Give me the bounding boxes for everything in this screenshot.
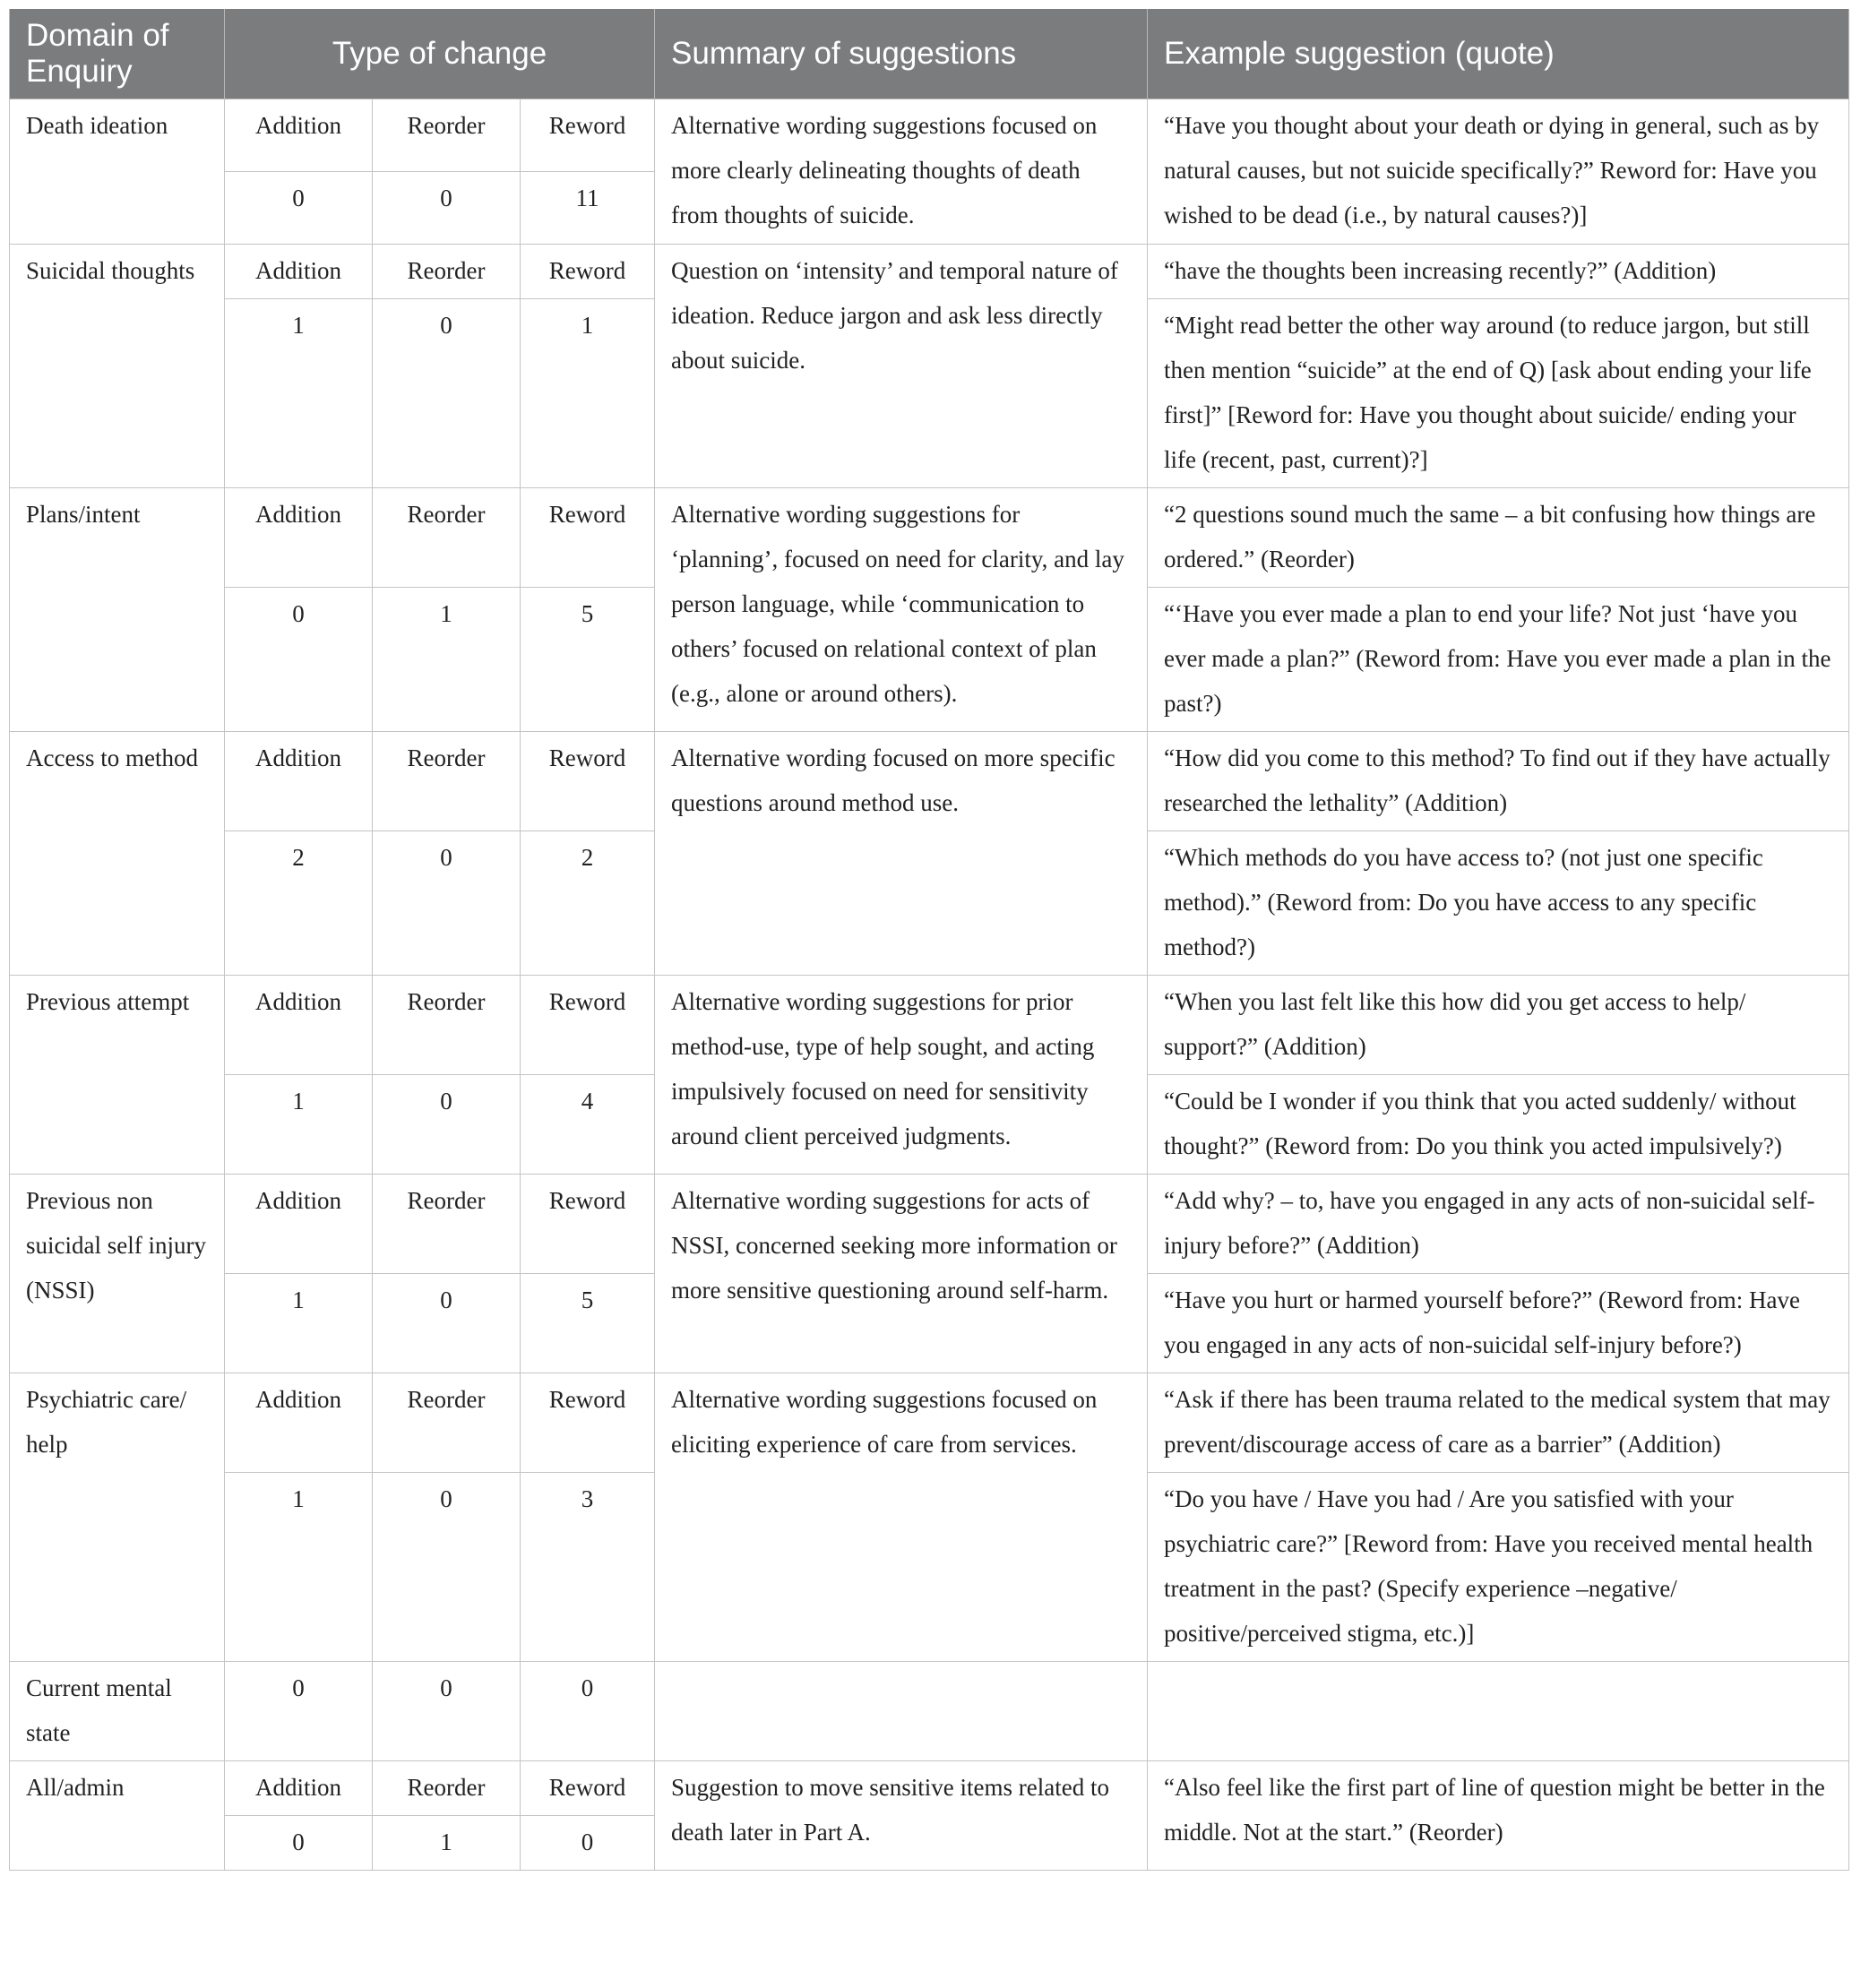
header-domain: Domain of Enquiry — [10, 9, 225, 99]
table-row — [10, 1662, 1849, 1761]
reword-count: 0 — [521, 1662, 655, 1761]
summary-cell — [655, 1662, 1148, 1761]
example-cell: “When you last felt like this how did you get access to help/ support?” (Addition) — [1148, 976, 1849, 1075]
summary-cell: Alternative wording focused on more specific questions around method use. — [655, 732, 1148, 976]
reword-count: 1 — [521, 299, 655, 488]
reword-label: Reword — [521, 245, 655, 299]
example-cell: “have the thoughts been increasing recently?” (Addition) — [1148, 245, 1849, 299]
table-row — [10, 99, 1849, 172]
addition-count: 1 — [225, 1473, 373, 1662]
summary-cell: Alternative wording suggestions for ‘planning’, focused on need for clarity, and lay person language, while ‘communication to others’ focused on relational context of plan (e.g., alone or around others). — [655, 488, 1148, 732]
suggestions-table — [9, 9, 1849, 1871]
table-row — [10, 1761, 1849, 1816]
reword-label: Reword — [521, 99, 655, 172]
reorder-count: 0 — [373, 172, 521, 245]
reorder-label: Reorder — [373, 245, 521, 299]
summary-cell: Alternative wording suggestions for acts of NSSI, concerned seeking more information or more sensitive questioning around self-harm. — [655, 1175, 1148, 1373]
table-header-row — [10, 9, 1849, 99]
example-cell: “2 questions sound much the same – a bit confusing how things are ordered.” (Reorder) — [1148, 488, 1849, 588]
domain-cell: Previous attempt — [10, 976, 225, 1175]
reword-count: 5 — [521, 1274, 655, 1373]
example-cell — [1148, 1662, 1849, 1761]
addition-count: 0 — [225, 172, 373, 245]
reword-count: 0 — [521, 1816, 655, 1871]
reorder-count: 0 — [373, 831, 521, 976]
header-example: Example suggestion (quote) — [1148, 9, 1849, 99]
addition-count: 0 — [225, 588, 373, 732]
reorder-count: 1 — [373, 1816, 521, 1871]
example-cell: “Might read better the other way around (to reduce jargon, but still then mention “suicide” at the end of Q) [ask about ending your life first]” [Reword for: Have you thought about suicide/ ending your life (recent, past, current)?] — [1148, 299, 1849, 488]
addition-label: Addition — [225, 488, 373, 588]
addition-label: Addition — [225, 1175, 373, 1274]
summary-cell: Alternative wording suggestions for prior method-use, type of help sought, and acting impulsively focused on need for sensitivity around client perceived judgments. — [655, 976, 1148, 1175]
example-cell: “Do you have / Have you had / Are you satisfied with your psychiatric care?” [Reword from: Have you received mental health treatment in the past? (Specify experience –negative/ positive/perceived stigma, etc.)] — [1148, 1473, 1849, 1662]
reorder-label: Reorder — [373, 732, 521, 831]
example-cell: “‘Have you ever made a plan to end your life? Not just ‘have you ever made a plan?” (Reword from: Have you ever made a plan in the past?) — [1148, 588, 1849, 732]
reorder-label: Reorder — [373, 976, 521, 1075]
reword-count: 4 — [521, 1075, 655, 1175]
reword-count: 2 — [521, 831, 655, 976]
addition-count: 0 — [225, 1662, 373, 1761]
addition-count: 1 — [225, 1274, 373, 1373]
reorder-label: Reorder — [373, 1175, 521, 1274]
addition-label: Addition — [225, 245, 373, 299]
addition-label: Addition — [225, 1761, 373, 1816]
summary-cell: Suggestion to move sensitive items related to death later in Part A. — [655, 1761, 1148, 1871]
example-cell: “Which methods do you have access to? (not just one specific method).” (Reword from: Do you have access to any specific method?) — [1148, 831, 1849, 976]
header-type-of-change: Type of change — [225, 9, 655, 99]
domain-cell: All/admin — [10, 1761, 225, 1871]
example-cell: “Could be I wonder if you think that you acted suddenly/ without thought?” (Reword from: Do you think you acted impulsively?) — [1148, 1075, 1849, 1175]
reword-count: 5 — [521, 588, 655, 732]
addition-count: 1 — [225, 299, 373, 488]
reorder-count: 0 — [373, 1473, 521, 1662]
reorder-count: 0 — [373, 299, 521, 488]
example-cell: “Also feel like the first part of line of question might be better in the middle. Not at the start.” (Reorder) — [1148, 1761, 1849, 1871]
reword-label: Reword — [521, 976, 655, 1075]
reorder-count: 0 — [373, 1662, 521, 1761]
reorder-label: Reorder — [373, 1761, 521, 1816]
addition-count: 1 — [225, 1075, 373, 1175]
reorder-count: 0 — [373, 1274, 521, 1373]
addition-label: Addition — [225, 976, 373, 1075]
suggestions-table-container — [9, 9, 1848, 1871]
table-row — [10, 245, 1849, 299]
domain-cell: Plans/intent — [10, 488, 225, 732]
table-row — [10, 488, 1849, 588]
reword-label: Reword — [521, 488, 655, 588]
reorder-label: Reorder — [373, 488, 521, 588]
reorder-label: Reorder — [373, 1373, 521, 1473]
reword-label: Reword — [521, 1175, 655, 1274]
example-cell: “Have you thought about your death or dying in general, such as by natural causes, but not suicide specifically?” Reword for: Have you wished to be dead (i.e., by natural causes?)] — [1148, 99, 1849, 245]
example-cell: “Ask if there has been trauma related to the medical system that may prevent/discourage access of care as a barrier” (Addition) — [1148, 1373, 1849, 1473]
domain-cell: Suicidal thoughts — [10, 245, 225, 488]
addition-label: Addition — [225, 99, 373, 172]
table-row — [10, 976, 1849, 1075]
table-row — [10, 732, 1849, 831]
addition-count: 2 — [225, 831, 373, 976]
table-row — [10, 1175, 1849, 1274]
example-cell: “How did you come to this method? To find out if they have actually researched the lethality” (Addition) — [1148, 732, 1849, 831]
summary-cell: Question on ‘intensity’ and temporal nature of ideation. Reduce jargon and ask less directly about suicide. — [655, 245, 1148, 488]
header-summary: Summary of suggestions — [655, 9, 1148, 99]
reorder-count: 0 — [373, 1075, 521, 1175]
domain-cell: Death ideation — [10, 99, 225, 245]
reword-label: Reword — [521, 1761, 655, 1816]
domain-cell: Access to method — [10, 732, 225, 976]
summary-cell: Alternative wording suggestions focused on more clearly delineating thoughts of death from thoughts of suicide. — [655, 99, 1148, 245]
domain-cell: Previous non suicidal self injury (NSSI) — [10, 1175, 225, 1373]
addition-label: Addition — [225, 1373, 373, 1473]
summary-cell: Alternative wording suggestions focused on eliciting experience of care from services. — [655, 1373, 1148, 1662]
addition-count: 0 — [225, 1816, 373, 1871]
domain-cell: Psychiatric care/ help — [10, 1373, 225, 1662]
reword-label: Reword — [521, 1373, 655, 1473]
addition-label: Addition — [225, 732, 373, 831]
table-row — [10, 1373, 1849, 1473]
domain-cell: Current mental state — [10, 1662, 225, 1761]
reorder-label: Reorder — [373, 99, 521, 172]
reorder-count: 1 — [373, 588, 521, 732]
reword-count: 3 — [521, 1473, 655, 1662]
example-cell: “Have you hurt or harmed yourself before?” (Reword from: Have you engaged in any acts of non-suicidal self-injury before?) — [1148, 1274, 1849, 1373]
reword-count: 11 — [521, 172, 655, 245]
example-cell: “Add why? – to, have you engaged in any acts of non-suicidal self-injury before?” (Addition) — [1148, 1175, 1849, 1274]
reword-label: Reword — [521, 732, 655, 831]
